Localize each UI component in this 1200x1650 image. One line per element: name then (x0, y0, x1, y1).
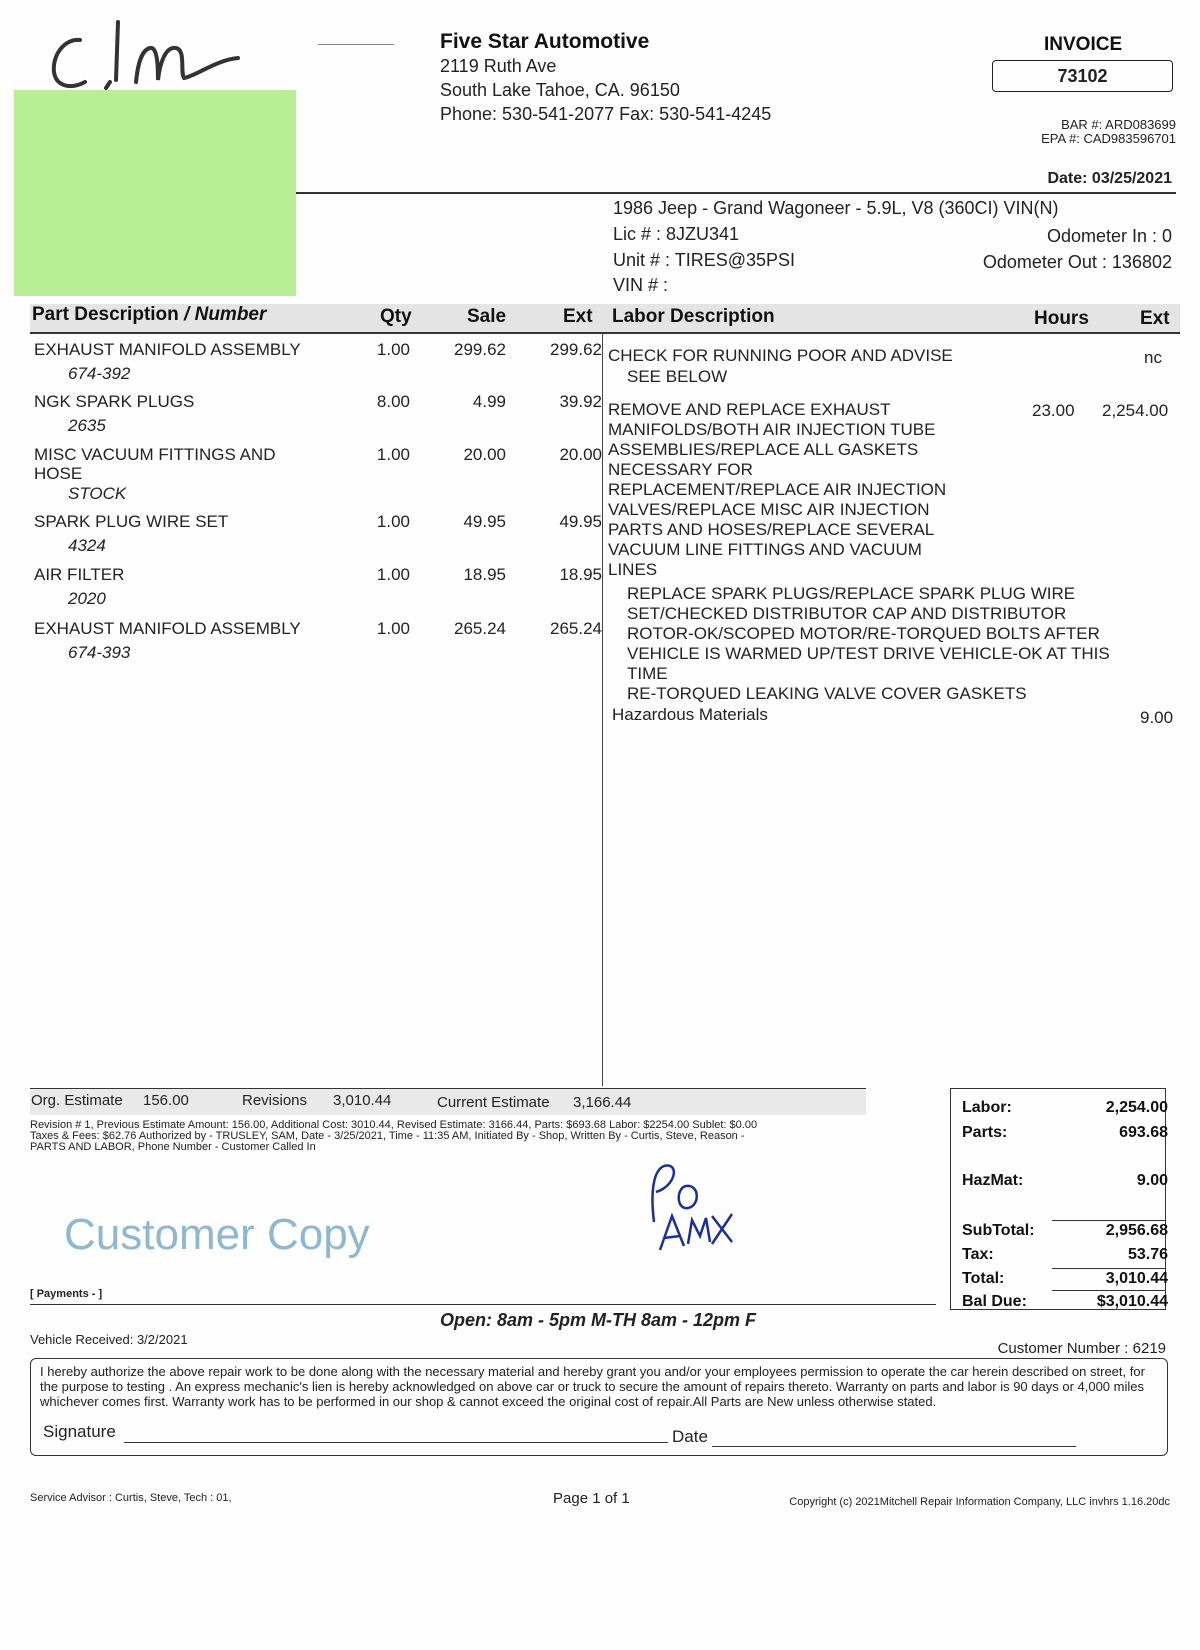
part-qty: 8.00 (376, 392, 410, 411)
total-value: 3,010.44 (1105, 1270, 1168, 1287)
labor-line: PARTS AND HOSES/REPLACE SEVERAL (608, 520, 935, 539)
balance-due-label: Bal Due: (962, 1293, 1027, 1310)
labor-description (608, 400, 946, 580)
subtotal-value: 2,956.68 (1105, 1222, 1168, 1239)
revision-line: Taxes & Fees: $62.76 Authorized by - TRUSLEY, SAM, Date - 3/25/2021, Time - 11:35 AM, Initiated By - Shop, Written By - Curtis, Steve, Reason - (30, 1130, 745, 1142)
part-ext: 39.92 (559, 392, 602, 411)
part-ext: 20.00 (559, 445, 602, 464)
authorization-text: I hereby authorize the above repair work to be done along with the necessary material and hereby grant you and/or your employees permission to operate the car herein described on street, for the purpose to testing . An express mechanic's lien is hereby acknowledged on above car or truck to secure the amount of repairs thereto. Warranty on parts and labor is 90 days or 4,000 miles whichever comes first. Warranty work has to be performed in our shop & cannot exceed the original cost of repair.All Parts are New unless otherwise stated. (40, 1364, 1145, 1409)
hazmat-description: Hazardous Materials (612, 705, 768, 724)
handwritten-signature (640, 1150, 750, 1260)
part-description: AIR FILTER (34, 565, 125, 584)
header-qty: Qty (380, 306, 412, 327)
odometer-out: Odometer Out : 136802 (982, 252, 1172, 272)
part-qty: 1.00 (376, 619, 410, 638)
vehicle-description: 1986 Jeep - Grand Wagoneer - 5.9L, V8 (360CI) VIN(N) (613, 198, 1059, 218)
odometer-in: Odometer In : 0 (1046, 226, 1172, 246)
divider (30, 1304, 936, 1305)
part-number: 2635 (68, 416, 106, 435)
revisions-value: 3,010.44 (333, 1092, 392, 1109)
part-description: MISC VACUUM FITTINGS AND (34, 445, 276, 464)
labor-line: ASSEMBLIES/REPLACE ALL GASKETS (608, 440, 919, 459)
revision-details (30, 1120, 830, 1153)
labor-line: VACUUM LINE FITTINGS AND VACUUM (608, 540, 922, 559)
labor-note-line: TIME (627, 664, 668, 683)
labor-total-value: 2,254.00 (1105, 1099, 1168, 1116)
part-description: EXHAUST MANIFOLD ASSEMBLY (34, 340, 301, 359)
part-qty: 1.00 (376, 512, 410, 531)
header-hours: Hours (1034, 308, 1089, 329)
header-part-description (32, 304, 266, 326)
invoice-number: 73102 (992, 60, 1173, 92)
shop-name: Five Star Automotive (440, 30, 650, 53)
labor-line: LINES (608, 560, 658, 579)
header-labor-ext: Ext (1140, 308, 1170, 329)
part-qty: 1.00 (376, 340, 410, 359)
tax-label: Tax: (962, 1246, 994, 1263)
divider (1052, 1290, 1166, 1291)
labor-description: CHECK FOR RUNNING POOR AND ADVISE (608, 346, 953, 365)
labor-ext: 2,254.00 (1102, 401, 1169, 420)
copyright: Copyright (c) 2021Mitchell Repair Information Company, LLC invhrs 1.16.20dc (789, 1496, 1170, 1508)
page-number: Page 1 of 1 (553, 1490, 630, 1507)
date-line (712, 1446, 1076, 1447)
labor-note-line: REPLACE SPARK PLUGS/REPLACE SPARK PLUG WIRE (627, 584, 1076, 603)
divider (1052, 1220, 1166, 1221)
part-sale: 20.00 (463, 445, 506, 464)
divider (1052, 1268, 1166, 1269)
customer-copy-stamp: Customer Copy (64, 1210, 370, 1259)
header-sale: Sale (467, 306, 507, 327)
labor-line: REMOVE AND REPLACE EXHAUST (608, 400, 891, 419)
subtotal-label: SubTotal: (962, 1222, 1035, 1239)
part-sale: 4.99 (472, 392, 506, 411)
part-ext: 49.95 (559, 512, 602, 531)
sticky-note (14, 90, 296, 296)
labor-total-label: Labor: (962, 1099, 1012, 1116)
part-description-continued: HOSE (34, 464, 83, 483)
part-sale: 18.95 (463, 565, 506, 584)
labor-note-line: RE-TORQUED LEAKING VALVE COVER GASKETS (627, 684, 1027, 703)
part-number: 2020 (68, 589, 106, 608)
vin-number: VIN # : (613, 275, 669, 295)
labor-hours: 23.00 (1032, 401, 1075, 420)
part-qty: 1.00 (376, 565, 410, 584)
part-description: NGK SPARK PLUGS (34, 392, 195, 411)
part-number: 674-393 (68, 643, 131, 662)
part-description: SPARK PLUG WIRE SET (34, 512, 229, 531)
header-labor-description: Labor Description (612, 306, 775, 327)
header-part-number-label: / Number (184, 304, 267, 325)
labor-line: REPLACEMENT/REPLACE AIR INJECTION (608, 480, 947, 499)
part-sale: 299.62 (454, 340, 506, 359)
handwritten-initials (40, 10, 260, 100)
part-number: 4324 (68, 536, 106, 555)
invoice-date: Date: 03/25/2021 (1047, 170, 1172, 187)
hazmat-ext: 9.00 (1140, 708, 1174, 727)
license-number: Lic # : 8JZU341 (613, 224, 740, 244)
parts-total-value: 693.68 (1119, 1124, 1168, 1141)
payments-label: [ Payments - ] (30, 1288, 103, 1300)
invoice-label: INVOICE (1044, 34, 1123, 55)
org-estimate-label: Org. Estimate (31, 1092, 123, 1109)
balance-due-value: $3,010.44 (1096, 1293, 1168, 1310)
shop-address: 2119 Ruth Ave (440, 56, 557, 76)
epa-number: EPA #: CAD983596701 (1041, 131, 1176, 146)
service-advisor: Service Advisor : Curtis, Steve, Tech : 01, (30, 1492, 232, 1504)
unit-number: Unit # : TIRES@35PSI (613, 250, 796, 270)
parts-total-label: Parts: (962, 1124, 1008, 1141)
signature-label: Signature (43, 1422, 116, 1441)
part-description: EXHAUST MANIFOLD ASSEMBLY (34, 619, 301, 638)
hazmat-total-label: HazMat: (962, 1172, 1024, 1189)
date-label: Date (672, 1427, 708, 1446)
revision-line: Revision # 1, Previous Estimate Amount: 156.00, Additional Cost: 3010.44, Revised Estimate: 3166.44, Parts: $693.68 Labor: $2254.00 Sublet: $0.00 (30, 1119, 758, 1131)
current-estimate-label: Current Estimate (437, 1094, 550, 1111)
labor-ext: nc (1144, 348, 1162, 367)
revision-line: PARTS AND LABOR, Phone Number - Customer Called In (30, 1141, 316, 1153)
divider (296, 192, 1176, 194)
part-sale: 49.95 (463, 512, 506, 531)
part-qty: 1.00 (376, 445, 410, 464)
part-number: 674-392 (68, 364, 131, 383)
header-part-description-label: Part Description (32, 304, 179, 325)
bar-number: BAR #: ARD083699 (1061, 117, 1176, 132)
part-ext: 265.24 (550, 619, 602, 638)
labor-notes (627, 584, 1110, 704)
current-estimate-value: 3,166.44 (573, 1094, 632, 1111)
divider (318, 44, 394, 45)
labor-line: NECESSARY FOR (608, 460, 753, 479)
column-divider (602, 334, 603, 1086)
business-hours: Open: 8am - 5pm M-TH 8am - 12pm F (440, 1310, 757, 1330)
labor-note-line: VEHICLE IS WARMED UP/TEST DRIVE VEHICLE-OK AT THIS (627, 644, 1110, 663)
header-parts-ext: Ext (563, 306, 593, 327)
part-sale: 265.24 (454, 619, 506, 638)
customer-number: Customer Number : 6219 (997, 1340, 1166, 1357)
part-ext: 299.62 (550, 340, 602, 359)
shop-city: South Lake Tahoe, CA. 96150 (440, 80, 680, 100)
labor-line: MANIFOLDS/BOTH AIR INJECTION TUBE (608, 420, 936, 439)
part-number: STOCK (68, 484, 127, 503)
registration-numbers (1041, 118, 1176, 146)
vehicle-received: Vehicle Received: 3/2/2021 (30, 1332, 188, 1347)
tax-value: 53.76 (1127, 1246, 1168, 1263)
labor-description-sub: SEE BELOW (627, 367, 728, 386)
labor-line: VALVES/REPLACE MISC AIR INJECTION (608, 500, 930, 519)
org-estimate-value: 156.00 (143, 1092, 189, 1109)
total-label: Total: (962, 1270, 1005, 1287)
revisions-label: Revisions (242, 1092, 308, 1109)
hazmat-total-value: 9.00 (1136, 1172, 1168, 1189)
shop-phone-fax: Phone: 530-541-2077 Fax: 530-541-4245 (440, 104, 772, 124)
labor-note-line: SET/CHECKED DISTRIBUTOR CAP AND DISTRIBUTOR (627, 604, 1067, 623)
signature-line (124, 1442, 668, 1443)
labor-note-line: ROTOR-OK/SCOPED MOTOR/RE-TORQUED BOLTS AFTER (627, 624, 1100, 643)
part-ext: 18.95 (559, 565, 602, 584)
